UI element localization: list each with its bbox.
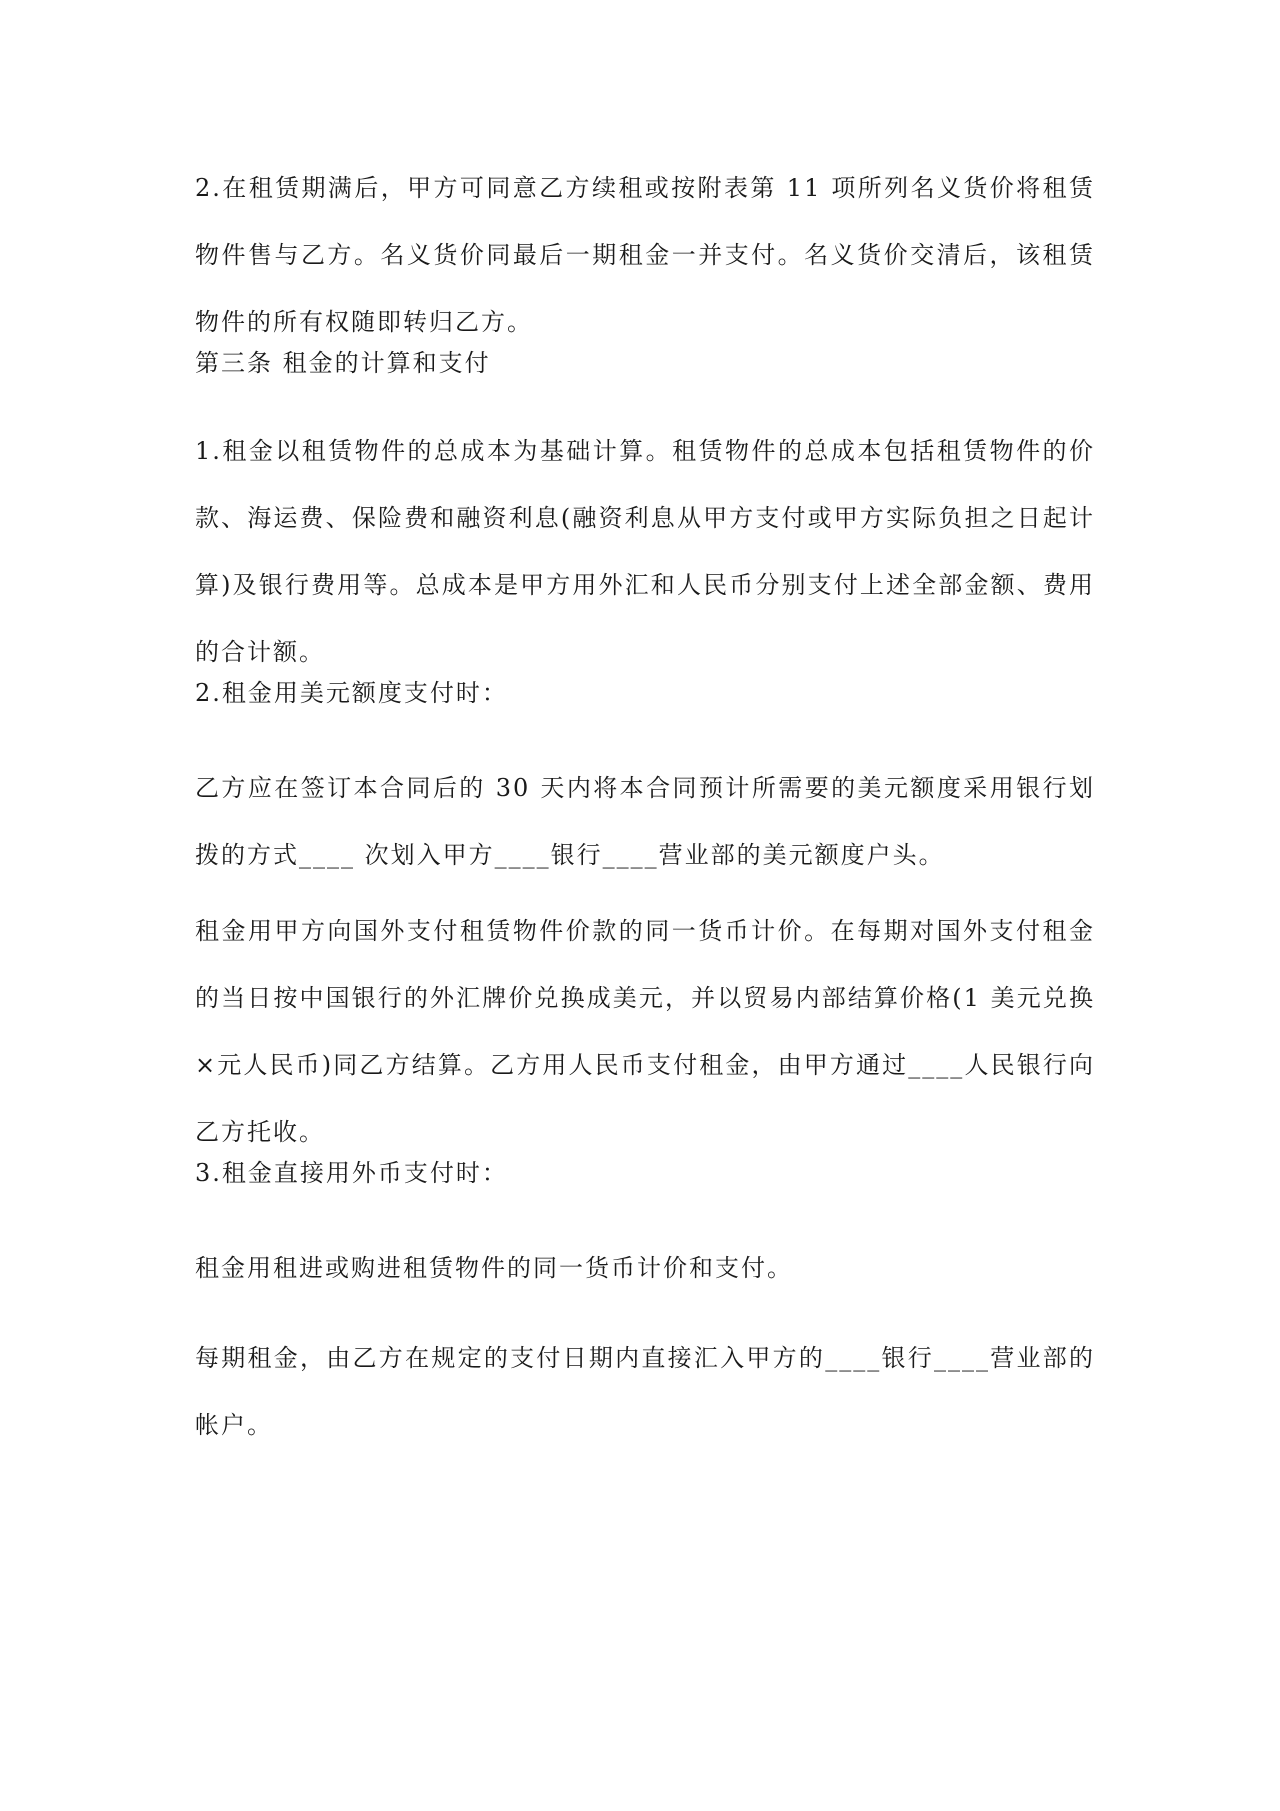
paragraph-currency-settlement: 租金用甲方向国外支付租赁物件价款的同一货币计价。在每期对国外支付租金的当日按中国银行的外汇牌价兑换成美元，并以贸易内部结算价格(1 美元兑换×元人民币)同乙方结算。乙方用人民币支付租金，由甲方通过____人民银行向乙方托收。 (195, 917, 1095, 1146)
paragraph-usd-transfer: 乙方应在签订本合同后的 30 天内将本合同预计所需要的美元额度采用银行划拨的方式____ 次划入甲方____银行____营业部的美元额度户头。 (195, 774, 1095, 869)
paragraph-remittance: 每期租金，由乙方在规定的支付日期内直接汇入甲方的____银行____营业部的帐户。 (195, 1344, 1095, 1439)
paragraph-rent-calculation: 1.租金以租赁物件的总成本为基础计算。租赁物件的总成本包括租赁物件的价款、海运费、保险费和融资利息(融资利息从甲方支付或甲方实际负担之日起计算)及银行费用等。总成本是甲方用外汇和人民币分别支付上述全部金额、费用的合计额。 (195, 437, 1095, 666)
paragraph-foreign-currency-heading: 3.租金直接用外币支付时： (195, 1159, 508, 1187)
paragraph-same-currency: 租金用租进或购进租赁物件的同一货币计价和支付。 (195, 1254, 793, 1282)
paragraph-renewal-option: 2.在租赁期满后，甲方可同意乙方续租或按附表第 11 项所列名义货价将租赁物件售与乙方。名义货价同最后一期租金一并支付。名义货价交清后，该租赁物件的所有权随即转归乙方。 (195, 174, 1095, 336)
paragraph-usd-payment-heading: 2.租金用美元额度支付时： (195, 679, 508, 707)
section-heading-article-3: 第三条 租金的计算和支付 (195, 349, 491, 377)
